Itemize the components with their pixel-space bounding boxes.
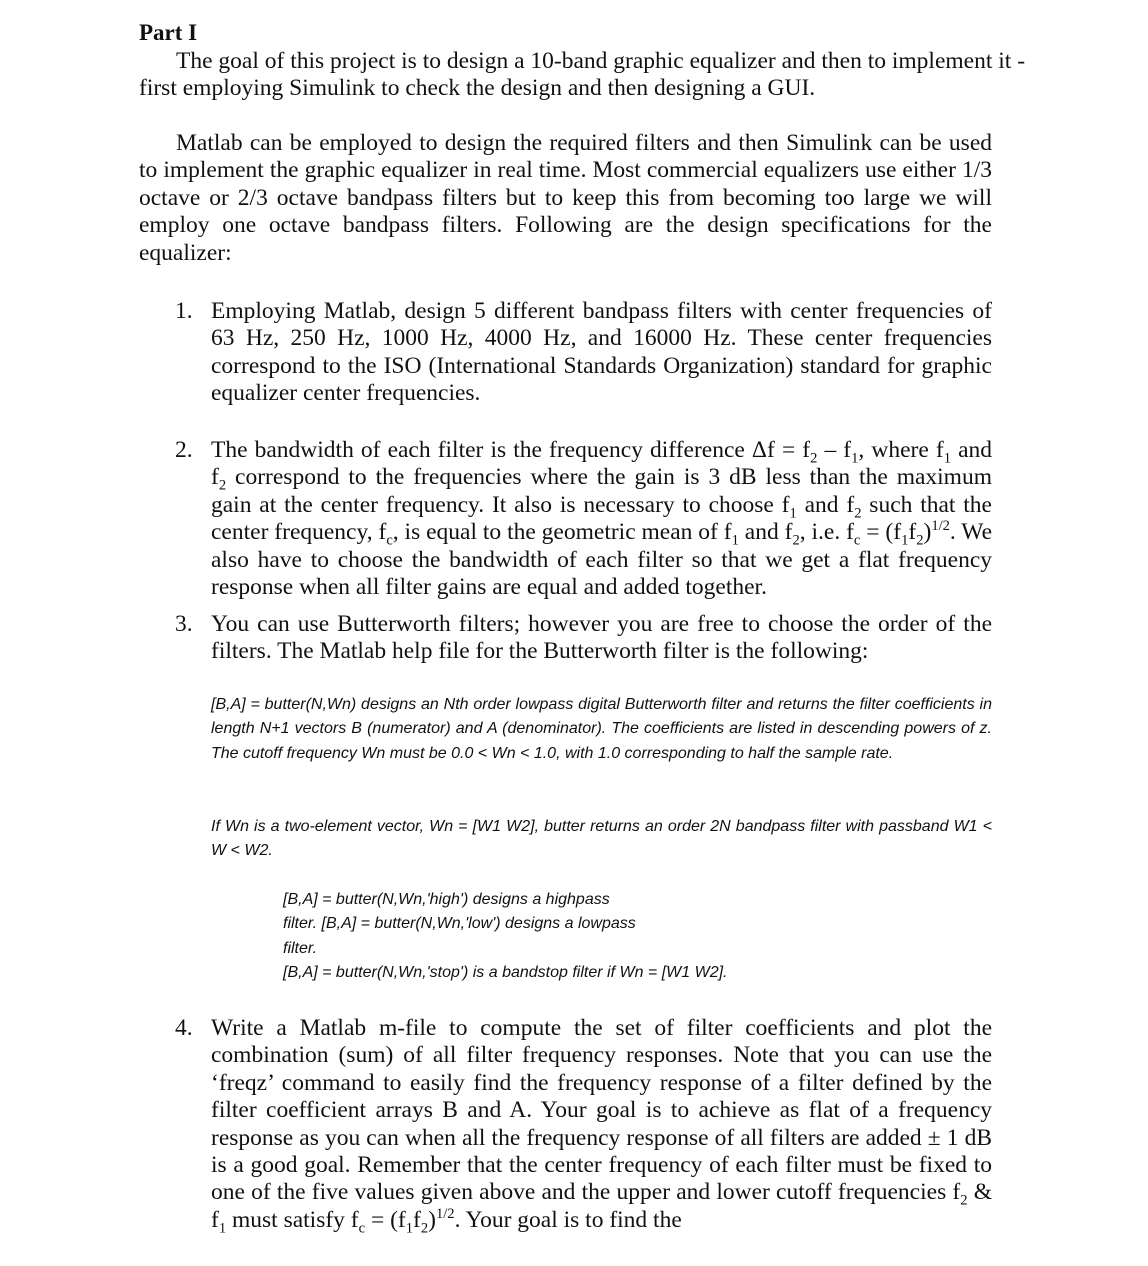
list-item-1: Employing Matlab, design 5 different bandpass filters with center frequencies of 63 Hz, 250 Hz, 1000 Hz, 4000 Hz, and 16000 Hz. These center frequencies correspond to the ISO (International Standards Organization) standard for graphic equalizer center frequencies. xyxy=(211,298,992,407)
intro-paragraph: The goal of this project is to design a 10-band graphic equalizer and then to implement it - first employing Simulink to check the design and then designing a GUI. xyxy=(139,48,1026,102)
help-paragraph-1: [B,A] = butter(N,Wn) designs an Nth order lowpass digital Butterworth filter and returns the filter coefficients in length N+1 vectors B (numerator) and A (denominator). The coefficients are listed in descending powers of z. The cutoff frequency Wn must be 0.0 < Wn < 1.0, with 1.0 corresponding to half the sample rate. xyxy=(211,696,992,762)
section-heading: Part I xyxy=(139,20,198,45)
help-code-lines xyxy=(283,888,883,986)
help-line: [B,A] = butter(N,Wn,'stop') is a bandstop filter if Wn = [W1 W2]. xyxy=(283,964,728,982)
list-item-3: You can use Butterworth filters; however you are free to choose the order of the filters. The Matlab help file for the Butterworth filter is the following: xyxy=(211,611,992,665)
list-item-4: Write a Matlab m-file to compute the set of filter coefficients and plot the combination (sum) of all filter frequency responses. Note that you can use the ‘freqz’ command to easily find the frequency response of a filter defined by the filter coefficient arrays B and A. Your goal is to achieve as flat of a frequency response as you can when all the frequency response of all filters are added ± 1 dB is a good goal. Remember that the center frequency of each filter must be fixed to one of the five values given above and the upper and lower cutoff frequencies $f_2$ & $f_1$ must satisfy $f_c = (f_1f_2)^{1/2}$. Your goal is to find the xyxy=(211,1015,993,1237)
help-line: filter. [B,A] = butter(N,Wn,'low') designs a lowpass xyxy=(283,915,636,933)
list-number-3: 3. xyxy=(175,611,193,637)
help-paragraph-2: If Wn is a two-element vector, Wn = [W1 W2], butter returns an order 2N bandpass filter with passband W1 < W < W2. xyxy=(211,818,992,860)
help-line: [B,A] = butter(N,Wn,'high') designs a highpass xyxy=(283,891,610,908)
list-number-1: 1. xyxy=(175,298,193,324)
matlab-intro-paragraph: Matlab can be employed to design the required filters and then Simulink can be used to implement the graphic equalizer in real time. Most commercial equalizers use either 1/3 octave or 2/3 octave bandpass filters but to keep this from becoming too large we will employ one octave bandpass filters. Following are the design specifications for the equalizer: xyxy=(139,130,992,266)
list-number-2: 2. xyxy=(175,437,193,463)
help-line: filter. xyxy=(283,939,318,957)
list-item-2: The bandwidth of each filter is the frequency difference $\Delta f = f_2 - f_1$, where $f_1$ and $f_2$ correspond to the frequencies where the gain is 3 dB less than the maximum gain at the center frequency. It also is necessary to choose $f_1$ and $f_2$ such that the center frequency, $f_c$, is equal to the geometric mean of $f_1$ and $f_2$, i.e. $f_c = (f_1f_2)^{1/2}$. We also have to choose the bandwidth of each filter so that we get a flat frequency response when all filter gains are equal and added together. xyxy=(211,437,992,601)
list-number-4: 4. xyxy=(175,1015,193,1041)
